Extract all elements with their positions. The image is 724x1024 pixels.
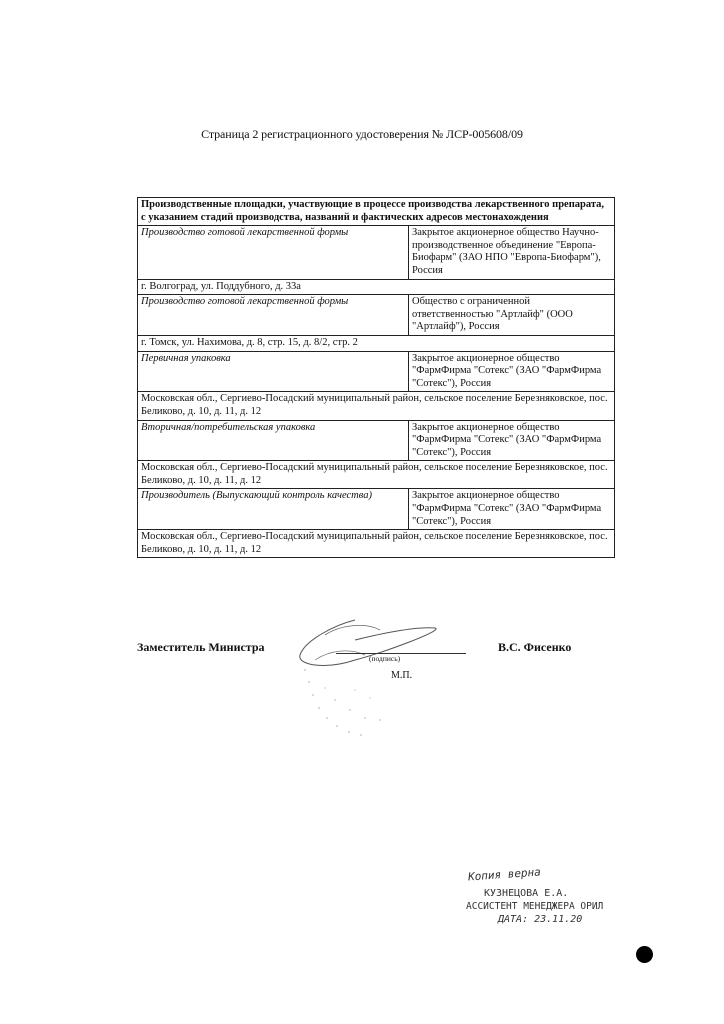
organization-cell: Закрытое акционерное общество Научно-производственное объединение "Европа-Биофарм" (ЗАО НПО "Европа-Биофарм"), Россия (409, 226, 615, 279)
address-cell: Московская обл., Сергиево-Посадский муниципальный район, сельское поселение Березняковское, пос. Беликово, д. 10, д. 11, д. 12 (138, 392, 615, 420)
address-cell: г. Волгоград, ул. Поддубного, д. 33а (138, 279, 615, 295)
address-cell: Московская обл., Сергиево-Посадский муниципальный район, сельское поселение Березняковское, пос. Беликово, д. 10, д. 11, д. 12 (138, 461, 615, 489)
signer-name: В.С. Фисенко (498, 640, 572, 654)
stamp-line-position: АССИСТЕНТ МЕНЕДЖЕРА ОРИЛ (466, 901, 604, 912)
table-row (138, 351, 615, 392)
signature-caption: (подпись) (369, 654, 401, 663)
address-row (138, 335, 615, 351)
table-header-row (138, 198, 615, 226)
signature-block (137, 640, 617, 720)
production-sites-table (137, 197, 615, 558)
scan-mark-dot (636, 946, 653, 963)
stage-cell: Производство готовой лекарственной формы (138, 295, 409, 336)
signature-line (336, 653, 466, 654)
address-row (138, 392, 615, 420)
page-title: Страница 2 регистрационного удостоверения № ЛСР-005608/09 (201, 127, 523, 141)
table-row (138, 489, 615, 530)
certification-stamp (462, 865, 612, 938)
stage-cell: Производство готовой лекарственной формы (138, 226, 409, 279)
address-row (138, 530, 615, 558)
organization-cell: Закрытое акционерное общество "ФармФирма "Сотекс" (ЗАО "ФармФирма "Сотекс"), Россия (409, 489, 615, 530)
stamp-line-name: КУЗНЕЦОВА Е.А. (484, 888, 569, 899)
stamp-line-copy: Копия верна (467, 865, 542, 884)
address-row (138, 279, 615, 295)
address-cell: г. Томск, ул. Нахимова, д. 8, стр. 15, д. 8/2, стр. 2 (138, 335, 615, 351)
address-cell: Московская обл., Сергиево-Посадский муниципальный район, сельское поселение Березняковское, пос. Беликово, д. 10, д. 11, д. 12 (138, 530, 615, 558)
table-row (138, 226, 615, 279)
seal-mark: М.П. (391, 670, 413, 681)
stage-cell: Вторичная/потребительская упаковка (138, 420, 409, 461)
table-row (138, 420, 615, 461)
organization-cell: Общество с ограниченной ответственностью "Артлайф" (ООО "Артлайф"), Россия (409, 295, 615, 336)
stamp-line-date: ДАТА: 23.11.20 (498, 914, 583, 925)
signatory-role: Заместитель Министра (137, 640, 265, 654)
section-title: Производственные площадки, участвующие в процессе производства лекарственного препарата, с указанием стадий производства, названий и фактических адресов местонахождения (138, 198, 615, 226)
address-row (138, 461, 615, 489)
organization-cell: Закрытое акционерное общество "ФармФирма "Сотекс" (ЗАО "ФармФирма "Сотекс"), Россия (409, 351, 615, 392)
table-row (138, 295, 615, 336)
stage-cell: Первичная упаковка (138, 351, 409, 392)
stage-cell: Производитель (Выпускающий контроль качества) (138, 489, 409, 530)
organization-cell: Закрытое акционерное общество "ФармФирма "Сотекс" (ЗАО "ФармФирма "Сотекс"), Россия (409, 420, 615, 461)
